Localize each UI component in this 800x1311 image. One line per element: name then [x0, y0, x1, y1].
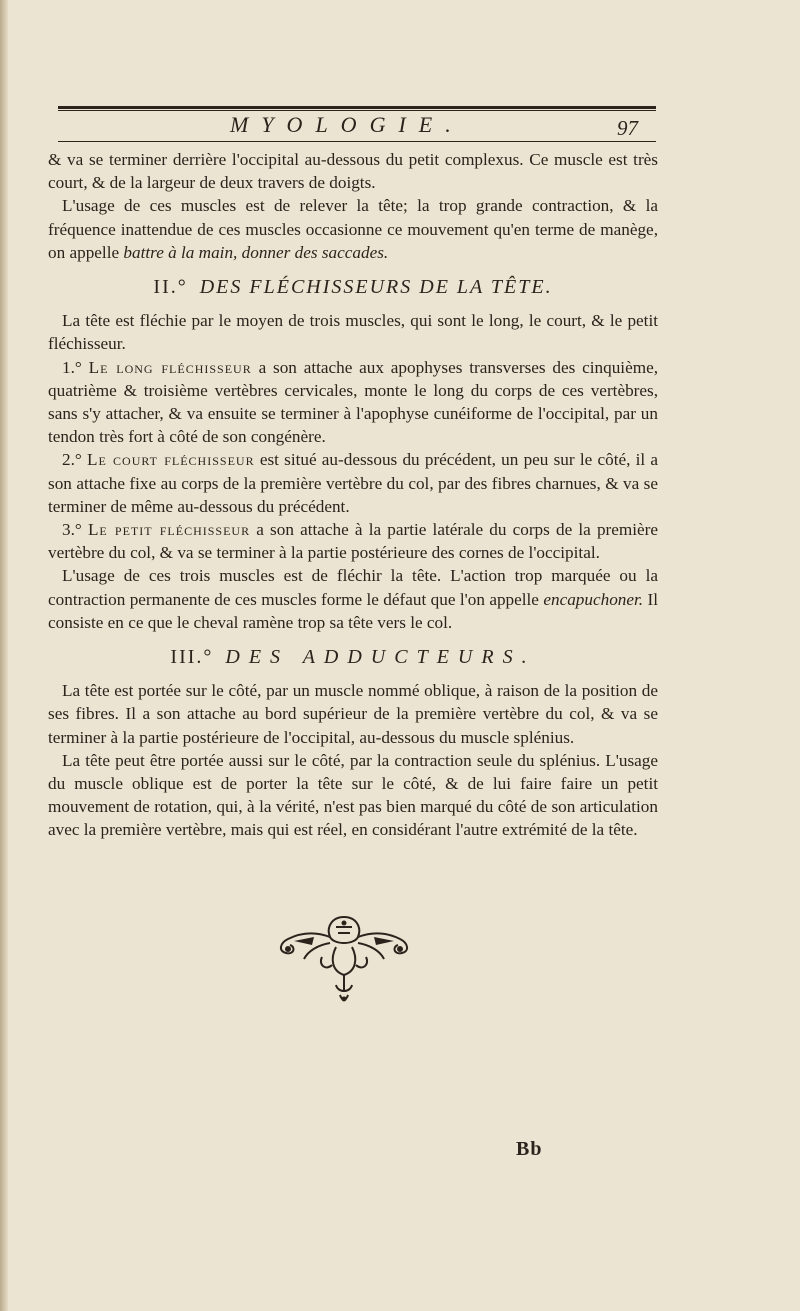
page-edge: [0, 0, 8, 1311]
paragraph: 1.° Le long fléchisseur a son attache aux apophyses transverses des cinquième, quatrième & troisième vertèbres cervicales, monte le long du corps de ces vertèbres, sans s'y attacher, & va ensuite se terminer à l'apophyse cunéiforme de l'occipital, par un tendon très fort à côté de son congénère.: [48, 357, 659, 447]
emphasis-text: battre à la main, donner des saccades.: [123, 242, 389, 262]
running-head: MYOLOGIE.: [230, 112, 464, 137]
paragraph: L'usage de ces trois muscles est de fléchir la tête. L'action trop marquée ou la contraction permanente de ces muscles forme le défaut que l'on appelle encapuchoner. Il consiste en ce que le cheval ramène trop sa tête vers le col.: [48, 566, 658, 632]
paragraph: L'usage de ces muscles est de relever la tête; la trop grande contraction, & la fréquence inattendue de ces muscles occasionne ce mouvement qu'en terme de manège, on appelle battre à la main, donner des saccades.: [48, 196, 658, 262]
section-number: III.°: [170, 646, 214, 669]
paragraph: La tête peut être portée aussi sur le côté, par la contraction seule du splénius. L'usage du muscle oblique est de porter la tête sur le côté, & de lui faire faire un petit mouvement de rotation, qui, à la vérité, n'est pas bien marqué du côté de son articulation avec la première vertèbre, mais qui est réel, en considérant l'autre extrémité de la tête.: [48, 750, 658, 840]
signature-mark: Bb: [516, 1138, 543, 1160]
header-rule: [58, 141, 656, 142]
section-number: II.°: [153, 276, 188, 299]
emphasis-text: encapuchoner.: [543, 589, 644, 609]
fleuron-ornament-icon: [274, 913, 414, 1005]
paragraph: 3.° Le petit fléchisseur a son attache à la partie latérale du corps de la première vertèbre du col, & va se terminer à la partie postérieure des cornes de l'occipital.: [48, 520, 659, 563]
small-caps-term: Le long fléchisseur: [88, 357, 252, 377]
page-number: 97: [617, 116, 638, 140]
paragraph: La tête est fléchie par le moyen de trois muscles, qui sont le long, le court, & le petit fléchisseur.: [48, 311, 658, 354]
small-caps-term: Le court fléchisseur: [87, 450, 255, 470]
top-rule: [58, 106, 656, 109]
paragraph: La tête est portée sur le côté, par un muscle nommé oblique, à raison de la position de ses fibres. Il a son attache au bord supérieur de la première vertèbre du col, & va se terminer à la partie postérieure de l'occipital, au-dessous du muscle splénius.: [48, 681, 658, 747]
section-title: DES FLÉCHISSEURS DE LA TÊTE.: [199, 276, 553, 299]
top-rule-thin: [58, 110, 656, 111]
page-body: [48, 148, 658, 842]
small-caps-term: Le petit fléchisseur: [87, 520, 251, 540]
section-heading: [48, 276, 658, 299]
paragraph: 2.° Le court fléchisseur est situé au-dessous du précédent, un peu sur le côté, il a son attache fixe au corps de la première vertèbre du col, par des fibres charnues, & va se terminer de même au-dessous du précédent.: [48, 450, 659, 516]
section-heading: [48, 646, 658, 669]
section-title: DES ADDUCTEURS.: [225, 646, 536, 669]
paragraph: & va se terminer derrière l'occipital au-dessous du petit complexus. Ce muscle est très court, & de la largeur de deux travers de doigts.: [48, 150, 658, 193]
